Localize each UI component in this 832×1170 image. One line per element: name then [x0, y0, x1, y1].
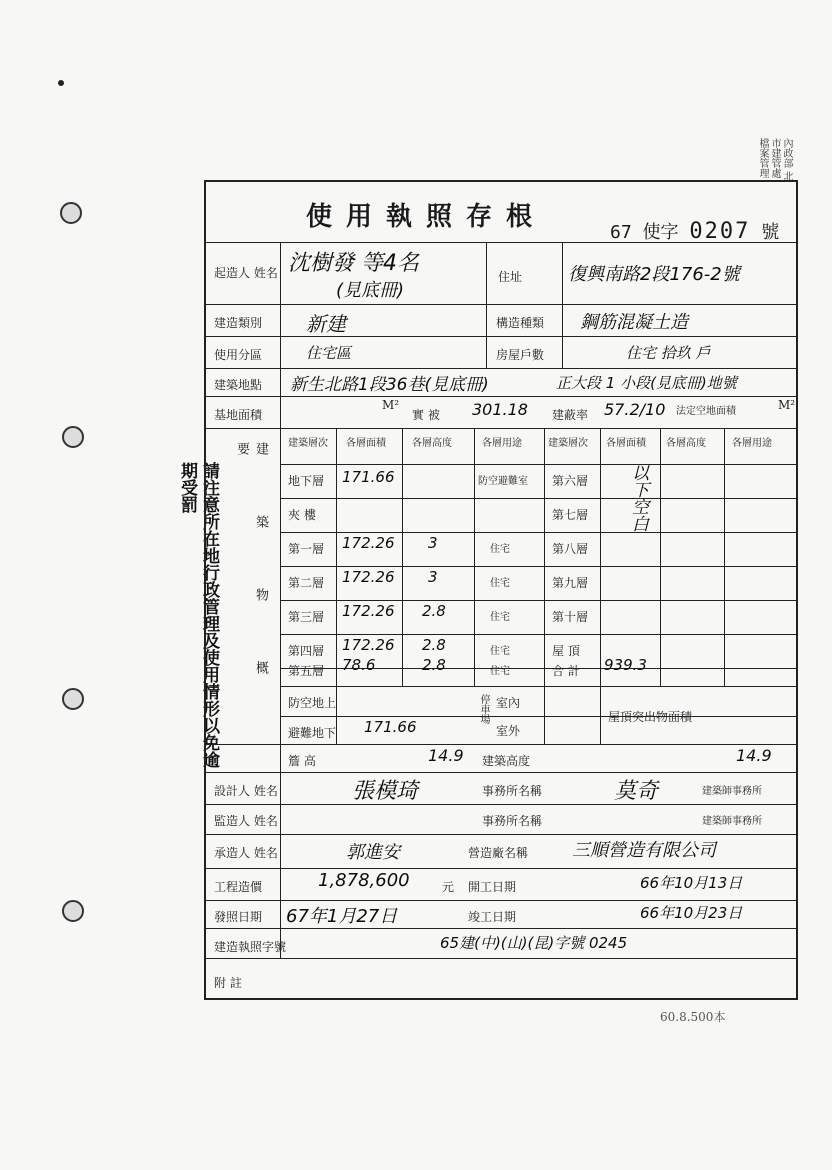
- supervisor-firm-suffix: 建築師事務所: [702, 816, 762, 827]
- table-rule: [280, 498, 796, 499]
- punch-hole: [62, 426, 84, 448]
- floor-level: 第一層: [288, 542, 325, 556]
- floor-area: 78.6: [342, 656, 376, 674]
- designer-firm-label: 事務所名稱: [482, 784, 543, 798]
- row-rule: [206, 834, 796, 835]
- col-header-area-right: 各層面積: [606, 438, 646, 449]
- contractor-value: 郭進安: [346, 842, 400, 863]
- cost-currency: 元: [442, 880, 455, 894]
- floor-level: 第五層: [288, 664, 325, 678]
- location-label: 建築地點: [214, 378, 263, 392]
- address-value: 復興南路2段176-2號: [568, 264, 740, 285]
- structure-value: 鋼筋混凝土造: [580, 312, 688, 333]
- company-label: 營造廠名稱: [468, 846, 529, 860]
- row-rule: [206, 958, 796, 959]
- parking-outdoor-label: 室外: [496, 724, 521, 738]
- col-rule: [486, 242, 487, 368]
- bldg-height-value: 14.9: [736, 746, 772, 765]
- col-rule: [600, 428, 601, 744]
- land-area-label: 基地面積: [214, 408, 263, 422]
- owner-name-label: 起造人 姓名: [214, 266, 278, 280]
- floor-level: 第三層: [288, 610, 325, 624]
- build-class-label: 建造類別: [214, 316, 263, 330]
- designer-firm-value: 莫奇: [614, 779, 659, 804]
- row-rule: [206, 928, 796, 929]
- col-rule: [562, 242, 563, 368]
- eave-label: 簷 高: [288, 754, 316, 768]
- row-rule: [206, 804, 796, 805]
- bldg-height-label: 建築高度: [482, 754, 531, 768]
- permit-word: 使字: [642, 222, 679, 243]
- start-date-label: 開工日期: [468, 880, 517, 894]
- floor-height: 2.8: [422, 656, 446, 674]
- company-value: 三順營造有限公司: [572, 840, 716, 861]
- col-rule: [336, 428, 337, 744]
- floor-height: 3: [428, 534, 438, 552]
- finish-date-label: 竣工日期: [468, 910, 517, 924]
- address-label: 住址: [498, 270, 523, 284]
- floor-level: 第四層: [288, 644, 325, 658]
- table-rule: [280, 532, 796, 533]
- floor-use: 住宅: [490, 646, 510, 657]
- col-header-use: 各層用途: [482, 438, 522, 449]
- legal-space-unit: M²: [778, 398, 796, 412]
- coverage-label: 建蔽率: [552, 408, 589, 422]
- punch-hole: [62, 900, 84, 922]
- floor-height: 3: [428, 568, 438, 586]
- table-rule: [280, 686, 796, 687]
- col-header-height-right: 各層高度: [666, 438, 706, 449]
- floor-level-right: 第十層: [552, 610, 589, 624]
- parking-label: 停車場: [478, 694, 489, 724]
- floor-use: 住宅: [490, 612, 510, 623]
- designer-value: 張模琦: [352, 779, 419, 804]
- row-rule: [206, 242, 796, 243]
- shelter-above-label: 防空地上: [288, 696, 337, 710]
- col-rule: [474, 428, 475, 686]
- col-rule: [402, 428, 403, 686]
- remarks-label: 附 註: [214, 976, 242, 990]
- coverage-value: 57.2/10: [604, 400, 666, 419]
- units-value: 住宅 拾玖 戶: [626, 344, 711, 362]
- col-rule: [280, 242, 281, 958]
- row-rule: [206, 772, 796, 773]
- use-zone-label: 使用分區: [214, 348, 263, 362]
- start-date-value: 66年10月13日: [640, 874, 743, 892]
- table-rule: [280, 634, 796, 635]
- col-rule: [660, 428, 661, 686]
- floor-level: 夾 樓: [288, 508, 316, 522]
- form-title: 使用執照存根: [306, 202, 547, 232]
- side-warning-note: 請注意所在地行政管理及使用情形以免逾期受罰: [177, 462, 219, 768]
- row-rule: [206, 900, 796, 901]
- permit-stub-form: [204, 180, 798, 1000]
- floor-level: 地下層: [288, 474, 325, 488]
- floor-level-right: 屋 頂: [552, 644, 580, 658]
- supervisor-firm-label: 事務所名稱: [482, 814, 543, 828]
- punch-hole: [62, 688, 84, 710]
- floor-height: 2.8: [422, 636, 446, 654]
- build-permit-value: 65建(中)(山)(昆)字號 0245: [440, 934, 628, 952]
- row-rule: [206, 368, 796, 369]
- use-zone-value: 住宅區: [306, 344, 352, 362]
- issue-date-label: 發照日期: [214, 910, 263, 924]
- blank-below-note: 以下空白: [628, 464, 648, 532]
- floor-use: 住宅: [490, 578, 510, 589]
- floor-area: 172.26: [342, 602, 395, 620]
- actual-value: 301.18: [472, 400, 528, 419]
- col-header-area: 各層面積: [346, 438, 386, 449]
- actual-label: 實 被: [412, 408, 440, 422]
- floor-level: 第二層: [288, 576, 325, 590]
- eave-value: 14.9: [428, 746, 464, 765]
- table-rule: [280, 566, 796, 567]
- location-value: 新生北路1段36巷(見底冊): [290, 375, 489, 395]
- roof-area-label: 屋頂突出物面積: [608, 710, 693, 724]
- scan-speck: [58, 80, 64, 86]
- table-rule: [280, 600, 796, 601]
- floor-area: 172.26: [342, 534, 395, 552]
- cost-value: 1,878,600: [318, 870, 410, 891]
- row-rule: [206, 744, 796, 745]
- col-header-level-right: 建築層次: [548, 438, 588, 449]
- floor-use: 防空避難室: [478, 476, 528, 487]
- structure-label: 構造種類: [496, 316, 545, 330]
- row-rule: [206, 428, 796, 429]
- table-rule: [280, 464, 796, 465]
- parking-indoor-label: 室內: [496, 696, 521, 710]
- contractor-label: 承造人 姓名: [214, 846, 278, 860]
- floor-level-right: 第八層: [552, 542, 589, 556]
- floor-level-right: 第六層: [552, 474, 589, 488]
- floor-area: 172.26: [342, 636, 395, 654]
- permit-number: [610, 218, 779, 244]
- issue-date-value: 67年1月27日: [286, 906, 398, 927]
- col-header-level: 建築層次: [288, 438, 328, 449]
- supervisor-label: 監造人 姓名: [214, 814, 278, 828]
- legal-space-label: 法定空地面積: [676, 406, 736, 417]
- floor-area: 172.26: [342, 568, 395, 586]
- designer-label: 設計人 姓名: [214, 784, 278, 798]
- print-note: 60.8.500本: [660, 1010, 726, 1024]
- units-label: 房屋戶數: [496, 348, 545, 362]
- build-permit-label: 建造執照字號: [214, 940, 287, 954]
- designer-firm-suffix: 建築師事務所: [702, 786, 762, 797]
- total-area: 939.3: [604, 656, 647, 674]
- floor-height: 2.8: [422, 602, 446, 620]
- floor-use: 住宅: [490, 666, 510, 677]
- finish-date-value: 66年10月23日: [640, 904, 743, 922]
- floor-use: 住宅: [490, 544, 510, 555]
- row-rule: [206, 868, 796, 869]
- floors-section-label: 建築物概要: [234, 442, 268, 734]
- permit-suffix: 號: [761, 222, 780, 243]
- row-rule: [206, 396, 796, 397]
- permit-number-value: 0207: [689, 219, 751, 244]
- row-rule: [206, 336, 796, 337]
- build-class-value: 新建: [306, 312, 346, 336]
- col-header-height: 各層高度: [412, 438, 452, 449]
- cost-label: 工程造價: [214, 880, 263, 894]
- floor-level-right: 第七層: [552, 508, 589, 522]
- punch-hole: [60, 202, 82, 224]
- owner-name-note: (見底冊): [336, 280, 405, 301]
- lot-value: 正大段 1 小段(見底冊)地號: [556, 374, 737, 392]
- archive-stamp: 內政部 北市建管處 檔案管理: [757, 138, 792, 182]
- table-rule: [280, 716, 796, 717]
- col-rule: [544, 428, 545, 744]
- floor-area: 171.66: [342, 468, 395, 486]
- col-rule: [724, 428, 725, 686]
- shelter-under-label: 避難地下: [288, 726, 337, 740]
- col-header-use-right: 各層用途: [732, 438, 772, 449]
- row-rule: [206, 304, 796, 305]
- land-area-unit: M²: [382, 398, 400, 412]
- floor-level-right: 第九層: [552, 576, 589, 590]
- owner-name-value: 沈樹發 等4名: [288, 251, 419, 276]
- total-label: 合 計: [552, 664, 580, 678]
- permit-year: 67: [610, 222, 632, 243]
- shelter-under-value: 171.66: [364, 718, 417, 736]
